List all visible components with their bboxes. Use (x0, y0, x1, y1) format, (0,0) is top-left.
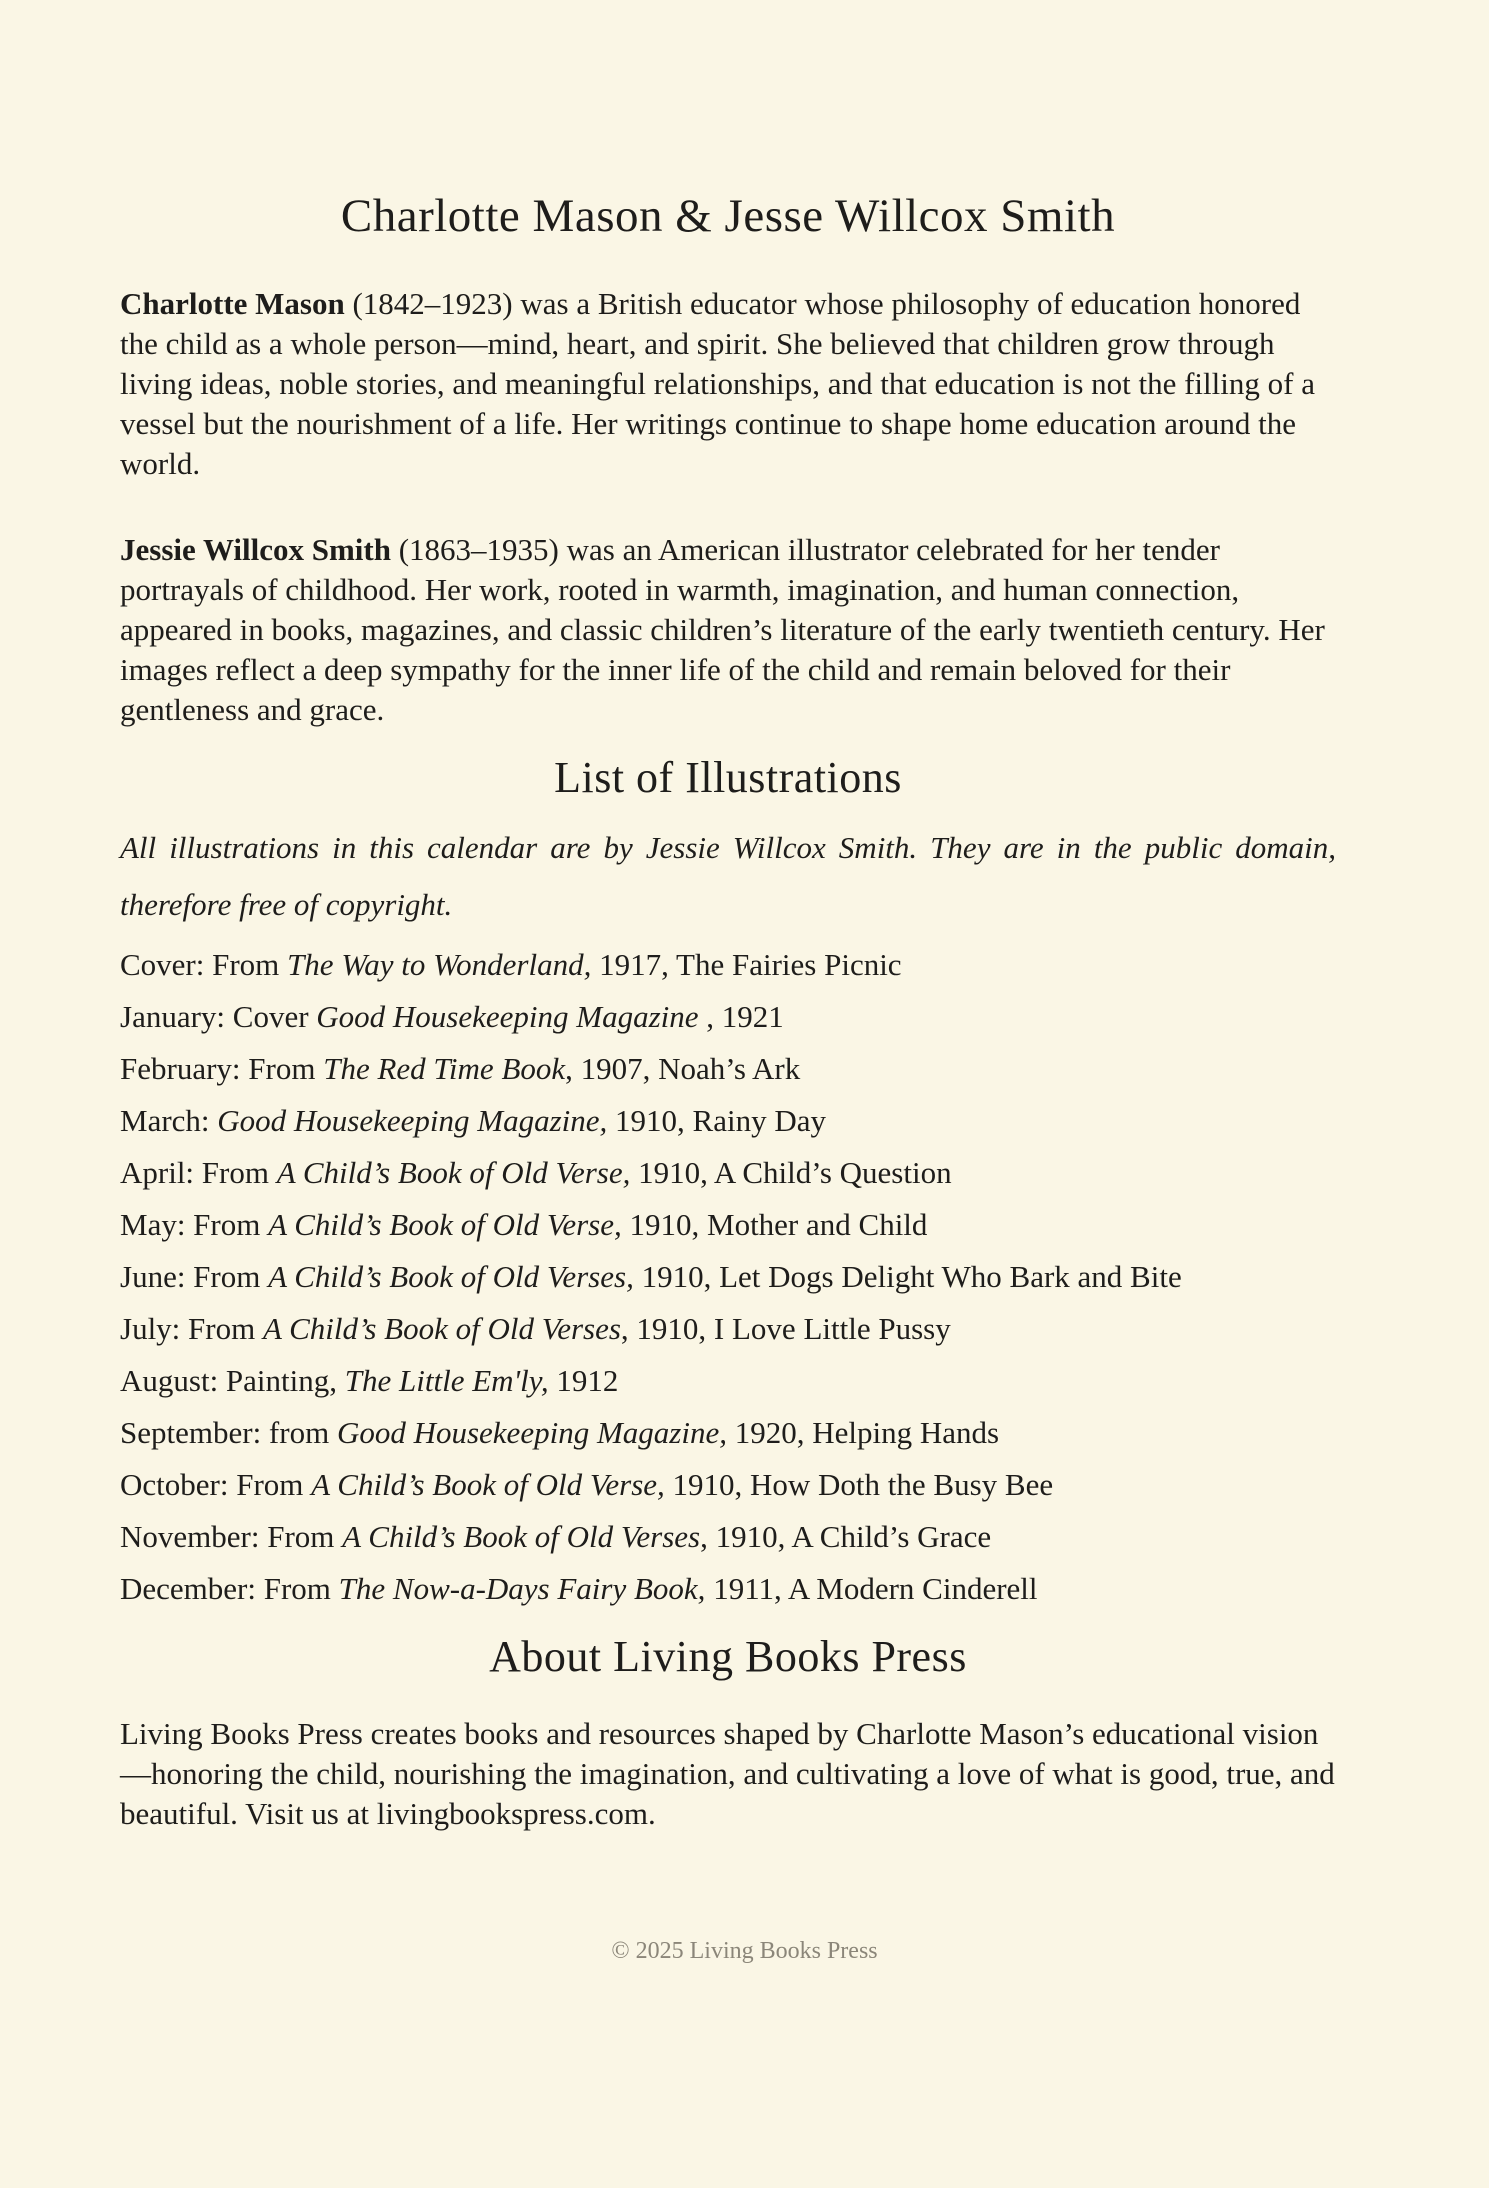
bio-jessie-willcox-smith (120, 530, 1336, 730)
item-suffix: 1910, Mother and Child (621, 1207, 928, 1243)
bio-name-bold: Jessie Willcox Smith (120, 532, 391, 568)
bio-text: (1842–1923) was a British educator whose philosophy of education honored the child as a whole person—mind, heart, and spirit. She believed that children grow through living ideas, noble stories, and meaningful relationships, and that education is not the filling of a vessel but the nourishment of a life. Her writings continue to shape home education around the world. (120, 286, 1315, 482)
item-work-title: A Child’s Book of Old Verse, (311, 1467, 665, 1503)
section-heading-about: About Living Books Press (489, 1632, 967, 1682)
list-item-july (120, 1303, 1336, 1355)
item-suffix: 1910, Rainy Day (607, 1103, 826, 1139)
item-suffix: 1920, Helping Hands (726, 1415, 1000, 1451)
item-prefix: May: From (120, 1207, 269, 1243)
item-work-title: A Child’s Book of Old Verse, (268, 1207, 622, 1243)
page-content (120, 188, 1336, 1834)
item-suffix: , 1910, A Child’s Grace (700, 1519, 992, 1555)
footer-copyright: © 2025 Living Books Press (611, 1937, 878, 1964)
item-prefix: July: From (120, 1311, 263, 1347)
list-item-october (120, 1459, 1336, 1511)
illustration-list (120, 939, 1336, 1615)
item-prefix: April: From (120, 1155, 277, 1191)
list-item-november (120, 1511, 1336, 1563)
about-paragraph: Living Books Press creates books and resources shaped by Charlotte Mason’s educational vision—honoring the child, nourishing the imagination, and cultivating a love of what is good, true, and beautiful. Visit us at livingbookspress.com. (120, 1715, 1335, 1831)
item-suffix: 1910, Let Dogs Delight Who Bark and Bite (633, 1259, 1182, 1295)
item-prefix: January: Cover (120, 999, 317, 1035)
item-work-title: Good Housekeeping Magazine, (336, 1415, 727, 1451)
item-work-title: The Way to Wonderland, (287, 947, 592, 983)
item-prefix: August: Painting, (120, 1363, 345, 1399)
bio-name-bold: Charlotte Mason (120, 286, 345, 322)
list-item-january (120, 991, 1336, 1043)
item-suffix: 1911, A Modern Cinderell (705, 1571, 1038, 1607)
item-suffix: , 1907, Noah’s Ark (565, 1051, 801, 1087)
item-prefix: October: From (120, 1467, 312, 1503)
item-prefix: September: from (120, 1415, 337, 1451)
bio-charlotte-mason (120, 284, 1336, 484)
item-suffix: , 1921 (698, 999, 784, 1035)
item-prefix: June: From (120, 1259, 269, 1295)
item-suffix: 1910, A Child’s Question (630, 1155, 952, 1191)
item-suffix: 1912 (548, 1363, 619, 1399)
item-work-title: The Little Em'ly, (344, 1363, 549, 1399)
item-prefix: December: From (120, 1571, 339, 1607)
item-prefix: November: From (120, 1519, 343, 1555)
illustrations-copyright-note: All illustrations in this calendar are by Jessie Willcox Smith. They are in the public domain, therefore free of copyright. (120, 830, 1336, 923)
section-heading-list-of-illustrations: List of Illustrations (554, 753, 902, 803)
list-item-december (120, 1563, 1336, 1615)
list-item-cover (120, 939, 1336, 991)
list-item-february (120, 1043, 1336, 1095)
item-suffix: , 1910, I Love Little Pussy (620, 1311, 951, 1347)
item-work-title: A Child’s Book of Old Verse, (276, 1155, 631, 1191)
list-item-april (120, 1147, 1336, 1199)
list-item-may (120, 1199, 1336, 1251)
bio-text: (1863–1935) was an American illustrator celebrated for her tender portrayals of childhood. Her work, rooted in warmth, imagination, and human connection, appeared in books, magazines, and classic children’s literature of the early twentieth century. Her images reflect a deep sympathy for the inner life of the child and remain beloved for their gentleness and grace. (120, 532, 1325, 728)
item-suffix: 1910, How Doth the Busy Bee (664, 1467, 1054, 1503)
list-item-september (120, 1407, 1336, 1459)
page-title: Charlotte Mason & Jesse Willcox Smith (340, 190, 1116, 242)
list-item-august (120, 1355, 1336, 1407)
item-prefix: February: From (120, 1051, 324, 1087)
item-work-title: The Now-a-Days Fairy Book, (338, 1571, 706, 1607)
item-work-title: A Child’s Book of Old Verses, (268, 1259, 634, 1295)
list-item-june (120, 1251, 1336, 1303)
item-work-title: A Child’s Book of Old Verses (342, 1519, 701, 1555)
list-item-march (120, 1095, 1336, 1147)
item-work-title: Good Housekeeping Magazine (316, 999, 699, 1035)
item-prefix: Cover: From (120, 947, 288, 983)
item-work-title: The Red Time Book (323, 1051, 566, 1087)
item-prefix: March: (120, 1103, 218, 1139)
item-suffix: 1917, The Fairies Picnic (591, 947, 902, 983)
item-work-title: A Child’s Book of Old Verses (262, 1311, 621, 1347)
item-work-title: Good Housekeeping Magazine, (217, 1103, 608, 1139)
